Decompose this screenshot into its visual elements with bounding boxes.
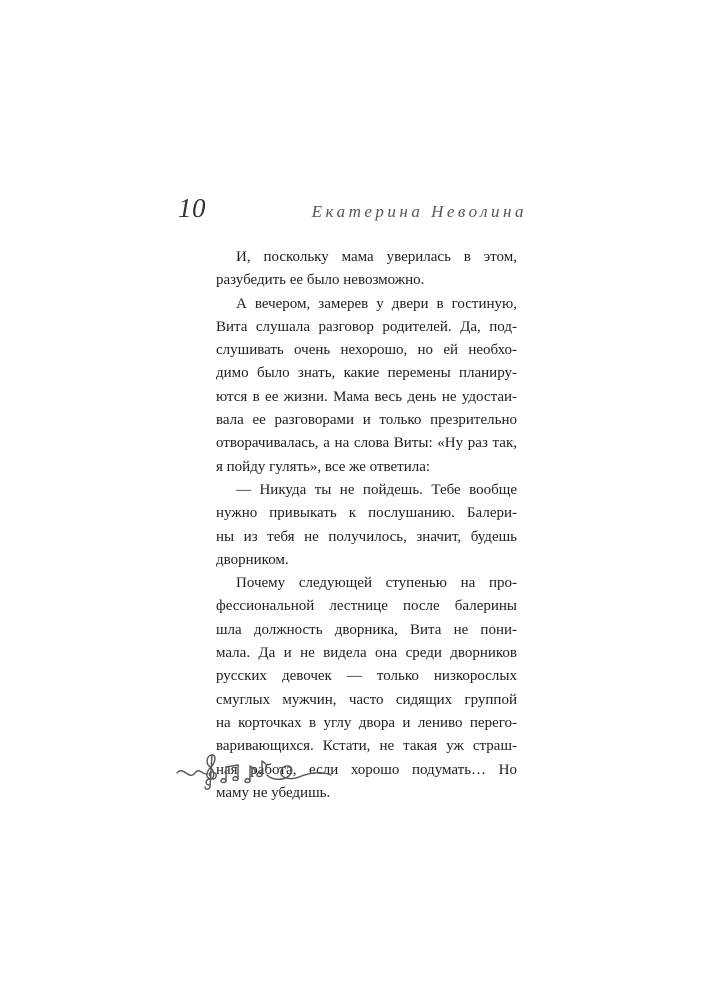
text-line: нужно привыкать к послушанию. Балери-	[216, 505, 517, 522]
text-line: я пойду гулять», все же ответила:	[216, 458, 431, 475]
text-line: варивающихся. Кстати, не такая уж страш-	[216, 738, 517, 755]
text-line: на корточках в углу двора и лениво перего-	[216, 714, 517, 731]
text-line: маму не убедишь.	[216, 784, 331, 801]
text-line: фессиональной лестнице после балерины	[216, 598, 517, 615]
text-line: отворачивалась, а на слова Виты: «Ну раз так,	[216, 435, 517, 452]
running-head: Екатерина Неволина	[311, 202, 527, 221]
text-line: И, поскольку мама уверилась в этом,	[236, 249, 517, 265]
page-number: 10	[178, 193, 206, 223]
text-line: — Никуда ты не пойдешь. Тебе вообще	[236, 481, 517, 498]
text-line: дворником.	[216, 551, 289, 568]
text-line: смуглых мужчин, часто сидящих группой	[216, 691, 517, 708]
text-line: разубедить ее было невозможно.	[216, 272, 425, 289]
text-line: Почему следующей ступенью на про-	[236, 575, 517, 592]
text-line: русских девочек — только низкорослых	[216, 668, 517, 685]
text-line: ются в ее жизни. Мама весь день не удостаи-	[216, 388, 517, 405]
text-line: шла должность дворника, Вита не пони-	[216, 621, 517, 638]
text-line: слушивать очень нехорошо, но ей необхо-	[216, 342, 517, 359]
text-line: А вечером, замерев у двери в гостиную,	[236, 295, 517, 312]
text-line: ны из тебя не получилось, значит, будешь	[216, 528, 517, 545]
text-line: мала. Да и не видела она среди дворников	[216, 645, 517, 662]
text-line: вала ее разговорами и только презрительно	[216, 412, 517, 429]
music-notes-flourish-icon	[175, 745, 335, 795]
text-line: ная работа, если хорошо подумать… Но	[216, 761, 517, 778]
body-text	[216, 246, 517, 805]
text-line: Вита слушала разговор родителей. Да, под-	[216, 318, 517, 335]
text-line: димо было знать, какие перемены планиру-	[216, 365, 517, 382]
